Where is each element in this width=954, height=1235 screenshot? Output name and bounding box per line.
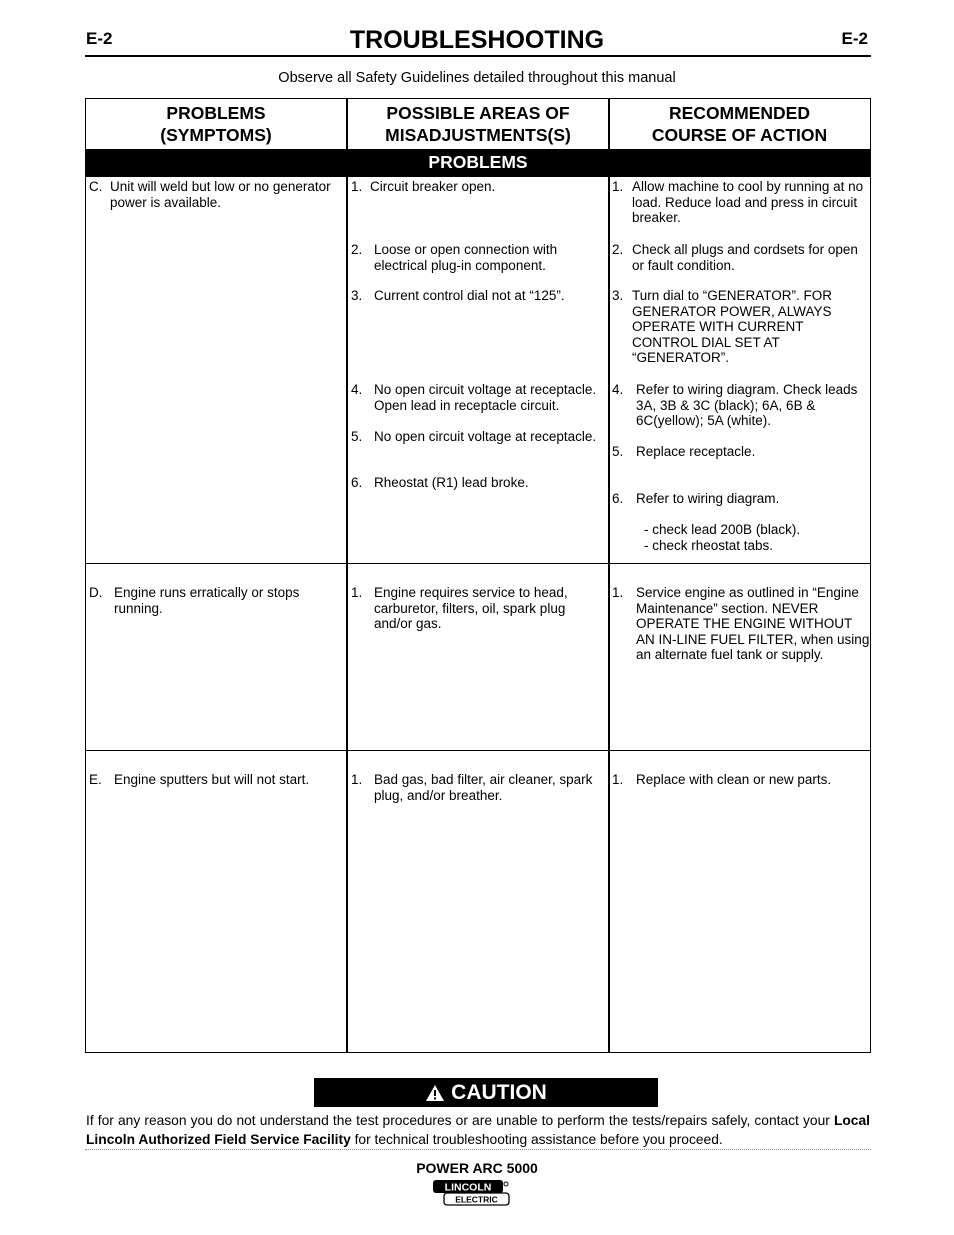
item-number: 1. — [612, 179, 624, 194]
item-text: Bad gas, bad filter, air cleaner, spark plug, and/or breather. — [374, 772, 593, 803]
action-c-2 — [612, 242, 870, 273]
column-header-line: PROBLEMS — [166, 103, 266, 123]
cause-c-4 — [351, 382, 607, 413]
model-name: POWER ARC 5000 — [416, 1160, 538, 1176]
item-text: Engine sputters but will not start. — [114, 772, 310, 787]
item-text: Circuit breaker open. — [370, 179, 496, 194]
item-text: Rheostat (R1) lead broke. — [374, 475, 529, 490]
column-header-misadjustments — [348, 99, 608, 149]
item-number: 4. — [612, 382, 624, 397]
item-number: E. — [89, 772, 102, 787]
item-number: 3. — [612, 288, 624, 303]
item-text: Allow machine to cool by running at no load. Reduce load and press in circuit breaker. — [632, 179, 864, 226]
action-c-6 — [612, 491, 866, 507]
service-facility-text: Local Lincoln Authorized Field Service Facility — [86, 1113, 870, 1147]
item-text: Engine runs erratically or stops running. — [114, 585, 300, 616]
cause-e-1 — [351, 772, 607, 803]
column-header-line: (SYMPTOMS) — [160, 125, 272, 145]
problems-band: PROBLEMS — [86, 149, 870, 177]
item-text: Refer to wiring diagram. — [636, 491, 780, 506]
column-header-line: RECOMMENDED — [669, 103, 810, 123]
item-text: Check all plugs and cordsets for open or fault condition. — [632, 242, 858, 273]
item-text: No open circuit voltage at receptacle. — [374, 429, 597, 444]
column-divider — [608, 99, 610, 1052]
column-divider — [346, 99, 348, 1052]
item-number: 6. — [612, 491, 624, 506]
item-text: Service engine as outlined in “Engine Maintenance” section. NEVER OPERATE THE ENGINE WITHOUT AN IN-LINE FUEL FILTER, when using an alternate fuel tank or supply. — [636, 585, 870, 663]
problem-d — [89, 585, 345, 616]
column-header-action — [610, 99, 869, 149]
section-divider — [86, 750, 870, 751]
action-c-5 — [612, 444, 866, 460]
caution-label: CAUTION — [451, 1080, 547, 1104]
item-number: 3. — [351, 288, 363, 303]
action-c-4 — [612, 382, 866, 429]
cause-c-5 — [351, 429, 607, 445]
item-number: 1. — [351, 179, 363, 194]
item-number: 5. — [351, 429, 363, 444]
caution-text-part: If for any reason you do not understand the test procedures or are unable to perform the tests/repairs safely, contact your — [86, 1113, 834, 1128]
cause-c-2 — [351, 242, 607, 273]
action-e-1 — [612, 772, 870, 788]
column-header-line: MISADJUSTMENTS(S) — [385, 125, 571, 145]
problem-e — [89, 772, 345, 788]
cause-c-6 — [351, 475, 607, 491]
action-d-1 — [612, 585, 870, 663]
footer-divider — [85, 1149, 871, 1150]
item-number: 1. — [612, 772, 624, 787]
item-number: D. — [89, 585, 103, 600]
item-text: Replace receptacle. — [636, 444, 756, 459]
title-rule — [85, 55, 871, 57]
lincoln-electric-logo — [432, 1178, 512, 1208]
page-number-left: E-2 — [86, 29, 113, 48]
caution-text — [86, 1111, 870, 1149]
item-number: 5. — [612, 444, 624, 459]
caution-text-part: for technical troubleshooting assistance before you proceed. — [350, 1132, 723, 1147]
column-header-problems — [86, 99, 346, 149]
item-text: Refer to wiring diagram. Check leads 3A, 3B & 3C (black); 6A, 6B & 6C(yellow); 5A (white). — [636, 382, 858, 429]
item-number: 1. — [351, 585, 363, 600]
problem-c — [89, 179, 365, 210]
troubleshooting-table — [85, 98, 871, 1053]
action-c-6-subitem: - check lead 200B (black). — [644, 522, 801, 537]
item-text: Replace with clean or new parts. — [636, 772, 832, 787]
item-text: Loose or open connection with electrical plug-in component. — [374, 242, 558, 273]
item-number: 2. — [351, 242, 363, 257]
page-title: TROUBLESHOOTING — [349, 26, 605, 54]
item-number: 1. — [351, 772, 363, 787]
item-text: Current control dial not at “125”. — [374, 288, 565, 303]
safety-note: Observe all Safety Guidelines detailed throughout this manual — [278, 70, 676, 86]
section-divider — [86, 563, 870, 564]
page-number-right: E-2 — [841, 29, 868, 48]
warning-triangle-icon — [425, 1084, 445, 1102]
item-text: Turn dial to “GENERATOR”. FOR GENERATOR POWER, ALWAYS OPERATE WITH CURRENT CONTROL DIAL SET AT “GENERATOR”. — [632, 288, 833, 366]
item-number: 4. — [351, 382, 363, 397]
item-number: 6. — [351, 475, 363, 490]
cause-c-3 — [351, 288, 607, 304]
caution-banner — [314, 1078, 658, 1107]
action-c-3 — [612, 288, 868, 366]
logo-electric-text: ELECTRIC — [455, 1194, 498, 1205]
item-text: No open circuit voltage at receptacle. Open lead in receptacle circuit. — [374, 382, 597, 413]
item-text: Unit will weld but low or no generator power is available. — [110, 179, 331, 210]
item-number: 2. — [612, 242, 624, 257]
action-c-1 — [612, 179, 868, 226]
action-c-6-subitem: - check rheostat tabs. — [644, 538, 774, 553]
item-text: Engine requires service to head, carburetor, filters, oil, spark plug and/or gas. — [374, 585, 568, 632]
column-header-line: COURSE OF ACTION — [651, 125, 828, 145]
item-number: C. — [89, 179, 103, 194]
column-header-line: POSSIBLE AREAS OF — [386, 103, 570, 123]
logo-lincoln-text: LINCOLN — [444, 1181, 492, 1194]
item-number: 1. — [612, 585, 624, 600]
cause-c-1 — [351, 179, 608, 195]
cause-d-1 — [351, 585, 607, 632]
